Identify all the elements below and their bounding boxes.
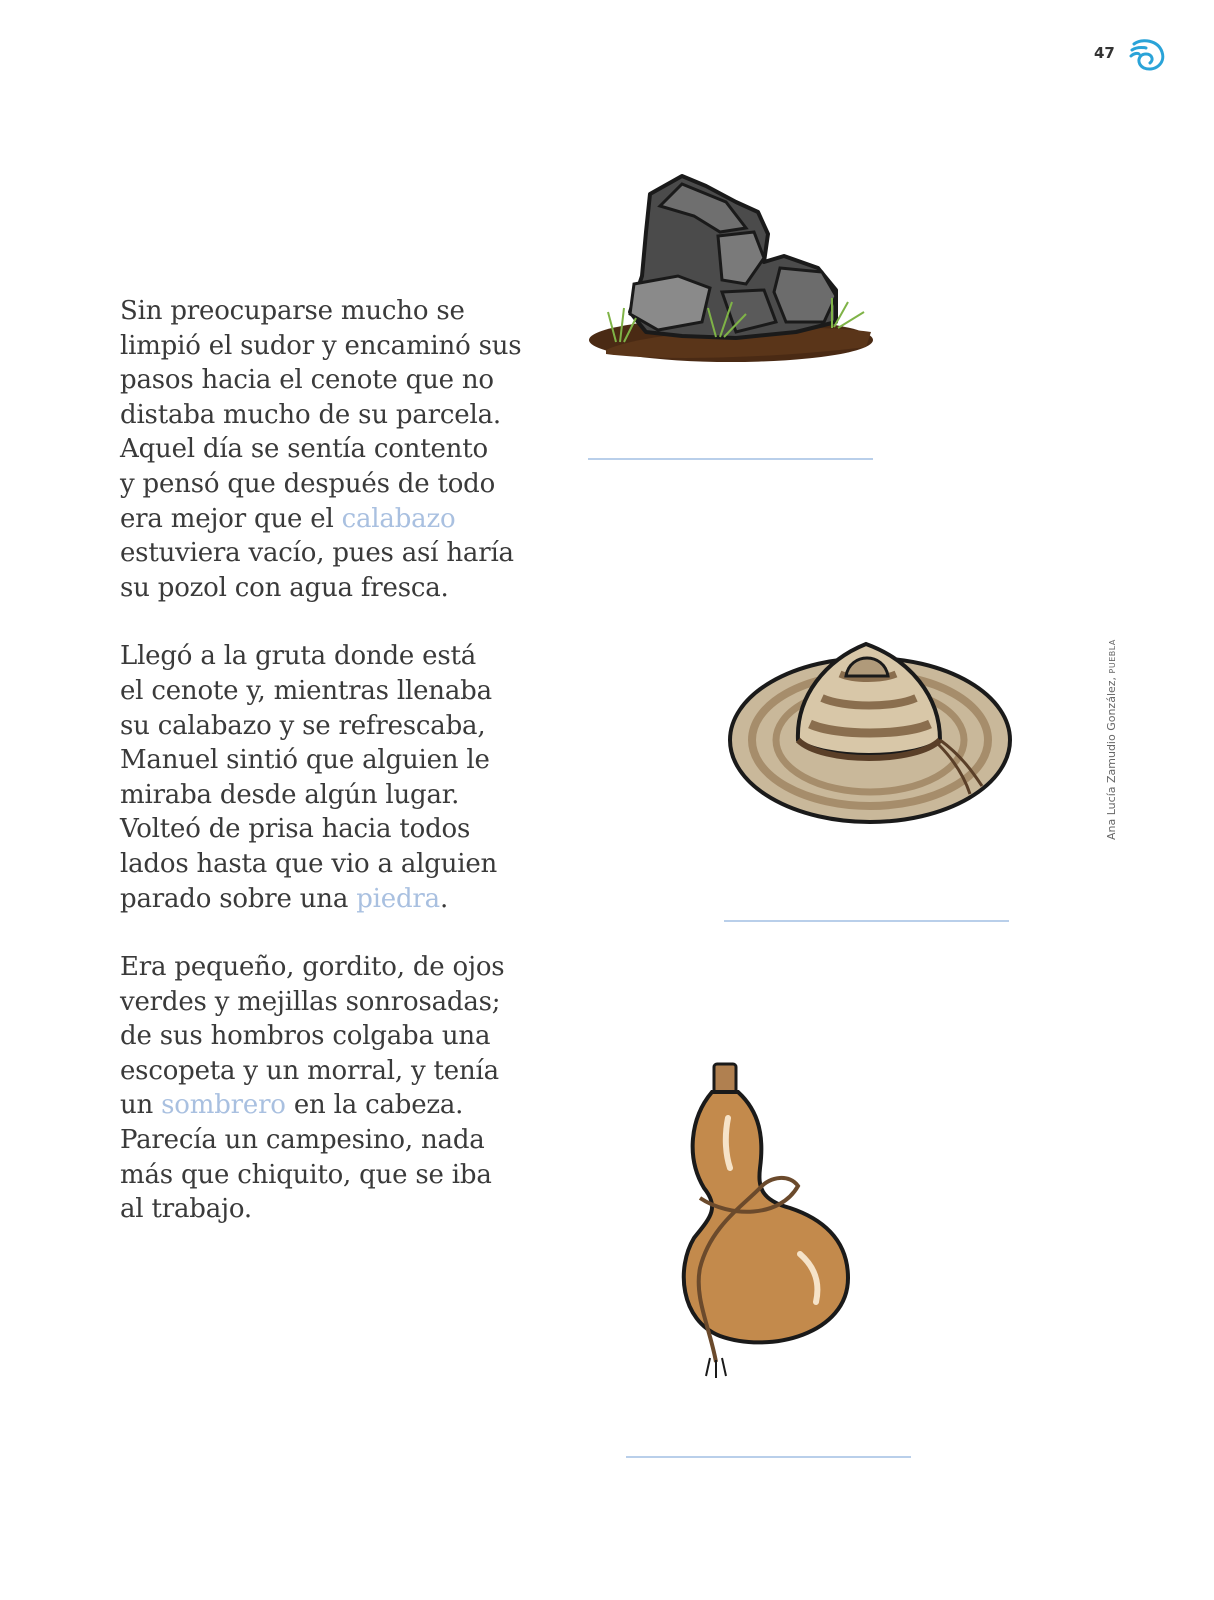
- story-text: [120, 294, 540, 1261]
- story-text-segment: su pozol con agua fresca.: [120, 572, 449, 603]
- story-line: [120, 882, 540, 917]
- story-text-segment: verdes y mejillas sonrosadas;: [120, 986, 501, 1017]
- story-line: [120, 778, 540, 813]
- story-line: [120, 674, 540, 709]
- story-paragraph: [120, 950, 540, 1227]
- story-text-segment: lados hasta que vio a alguien: [120, 848, 498, 879]
- story-text-segment: al trabajo.: [120, 1194, 252, 1225]
- story-line: [120, 571, 540, 606]
- gourd-icon: [680, 1058, 855, 1378]
- story-text-segment: Sin preocuparse mucho se: [120, 296, 465, 326]
- story-text-segment: Era pequeño, gordito, de ojos: [120, 952, 505, 983]
- illustrator-credit: [1105, 640, 1118, 840]
- story-text-segment: escopeta y un morral, y tenía: [120, 1055, 499, 1086]
- story-line: [120, 536, 540, 571]
- vocabulary-word: piedra: [356, 883, 440, 914]
- story-line: [120, 502, 540, 537]
- story-line: [120, 709, 540, 744]
- vocabulary-word: calabazo: [341, 503, 456, 534]
- story-text-segment: más que chiquito, que se iba: [120, 1159, 492, 1190]
- story-line: [120, 812, 540, 847]
- story-line: [120, 329, 540, 364]
- story-text-segment: parado sobre una: [120, 883, 357, 914]
- story-line: [120, 467, 540, 502]
- story-text-segment: era mejor que el: [120, 503, 342, 534]
- story-text-segment: estuviera vacío, pues así haría: [120, 538, 514, 569]
- story-text-segment: de sus hombros colgaba una: [120, 1021, 491, 1052]
- credit-region: PUEBLA: [1108, 639, 1117, 674]
- story-line: [120, 294, 540, 329]
- story-text-segment: Manuel sintió que alguien le: [120, 745, 490, 776]
- answer-line-gourd[interactable]: [626, 1456, 911, 1458]
- story-text-segment: distaba mucho de su parcela.: [120, 399, 501, 430]
- story-paragraph: [120, 294, 540, 605]
- story-line: [120, 985, 540, 1020]
- story-text-segment: su calabazo y se refrescaba,: [120, 710, 486, 741]
- story-paragraph: [120, 639, 540, 916]
- rock-icon: [586, 172, 876, 367]
- story-line: [120, 1158, 540, 1193]
- story-line: [120, 398, 540, 433]
- page-number: 47: [1094, 44, 1115, 62]
- story-line: [120, 1123, 540, 1158]
- story-line: [120, 363, 540, 398]
- answer-line-stone[interactable]: [588, 458, 873, 460]
- story-line: [120, 950, 540, 985]
- story-text-segment: Llegó a la gruta donde está: [120, 641, 477, 672]
- story-text-segment: el cenote y, mientras llenaba: [120, 675, 492, 706]
- story-text-segment: pasos hacia el cenote que no: [120, 365, 494, 396]
- story-text-segment: .: [439, 883, 449, 914]
- vocabulary-word: sombrero: [161, 1090, 286, 1121]
- story-line: [120, 1192, 540, 1227]
- story-text-segment: limpió el sudor y encaminó sus: [120, 330, 522, 361]
- story-line: [120, 1088, 540, 1123]
- story-text-segment: Aquel día se sentía contento: [120, 434, 488, 465]
- story-text-segment: Parecía un campesino, nada: [120, 1125, 485, 1156]
- story-line: [120, 1054, 540, 1089]
- spiral-swirl-icon: [1128, 36, 1168, 76]
- story-text-segment: miraba desde algún lugar.: [120, 779, 460, 810]
- story-line: [120, 1019, 540, 1054]
- story-line: [120, 743, 540, 778]
- straw-hat-icon: [726, 636, 1016, 828]
- credit-author: Ana Lucía Zamudio González,: [1105, 673, 1118, 840]
- story-text-segment: y pensó que después de todo: [120, 468, 496, 499]
- story-text-segment: un: [120, 1090, 162, 1121]
- story-line: [120, 847, 540, 882]
- story-text-segment: Volteó de prisa hacia todos: [120, 814, 471, 845]
- story-line: [120, 639, 540, 674]
- story-text-segment: en la cabeza.: [285, 1090, 464, 1121]
- story-line: [120, 432, 540, 467]
- answer-line-hat[interactable]: [724, 920, 1009, 922]
